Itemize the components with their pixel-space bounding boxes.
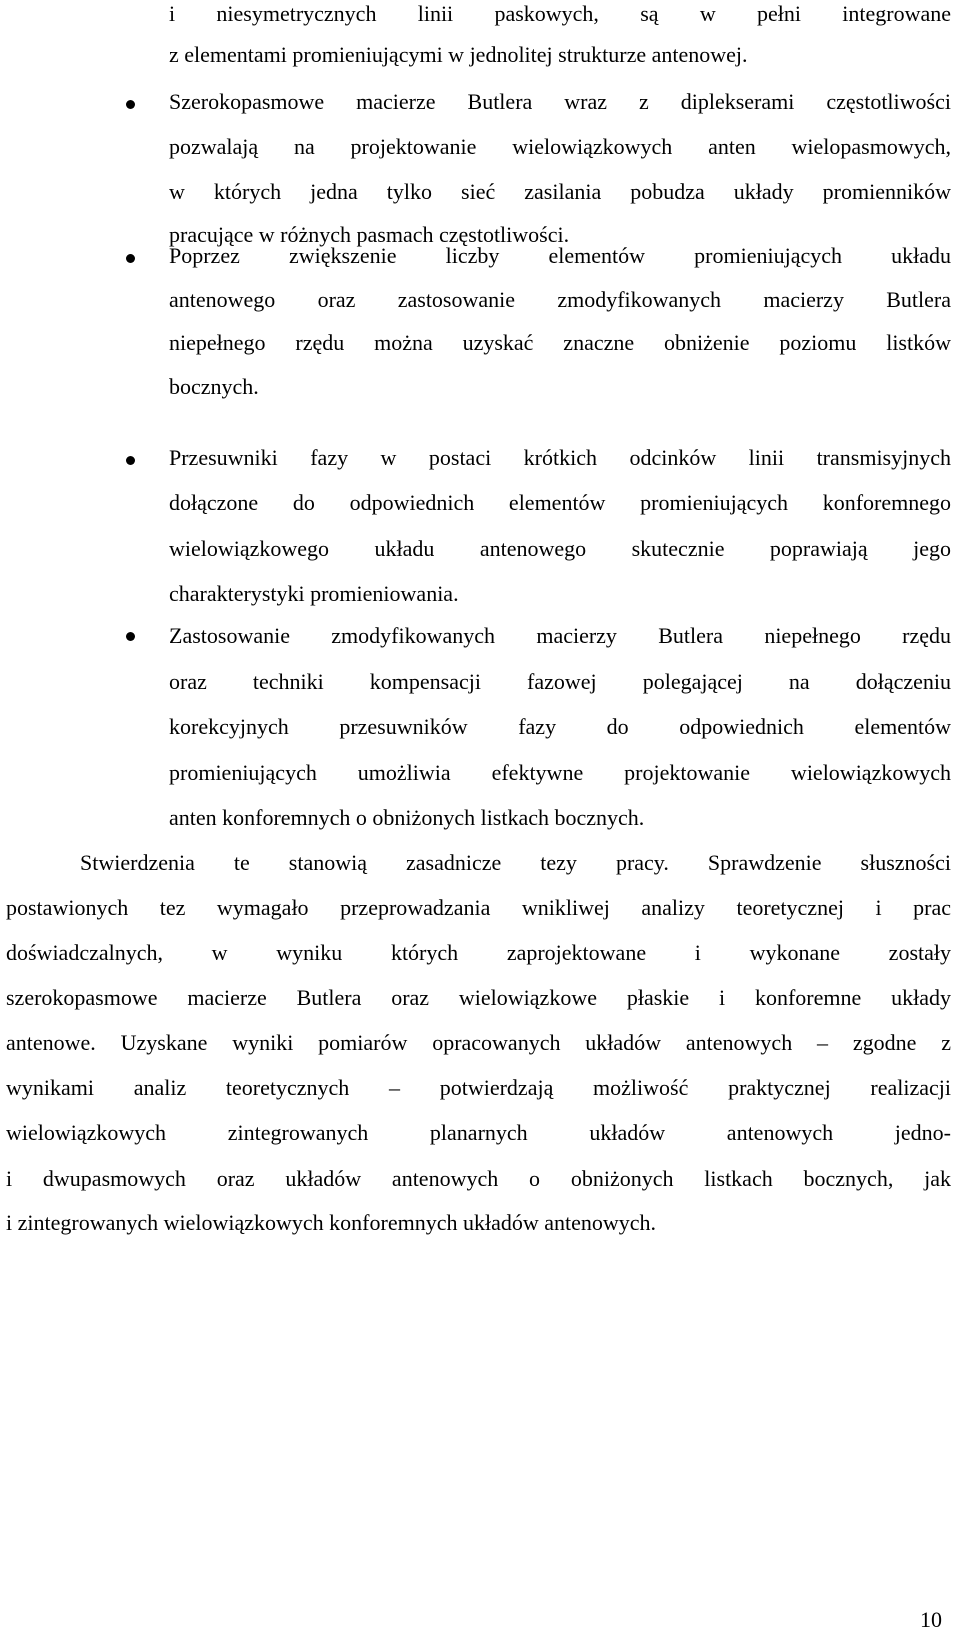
text-line: promieniujących umożliwia efektywne projektowanie wielowiązkowych: [169, 760, 951, 785]
text-line: dołączone do odpowiednich elementów promieniujących konforemnego: [169, 490, 951, 515]
text-line: pozwalają na projektowanie wielowiązkowych anten wielopasmowych,: [169, 134, 951, 159]
bullet-icon: [126, 100, 135, 109]
text-line: bocznych.: [169, 374, 259, 399]
text-line: Przesuwniki fazy w postaci krótkich odcinków linii transmisyjnych: [169, 445, 951, 470]
text-line: antenowe. Uzyskane wyniki pomiarów opracowanych układów antenowych – zgodne z: [6, 1030, 951, 1055]
text-line: antenowego oraz zastosowanie zmodyfikowanych macierzy Butlera: [169, 287, 951, 312]
text-line: Stwierdzenia te stanowią zasadnicze tezy pracy. Sprawdzenie słuszności: [80, 850, 951, 875]
text-line: wynikami analiz teoretycznych – potwierdzają możliwość praktycznej realizacji: [6, 1075, 951, 1100]
text-line: Szerokopasmowe macierze Butlera wraz z diplekserami częstotliwości: [169, 89, 951, 114]
text-line: postawionych tez wymagało przeprowadzania wnikliwej analizy teoretycznej i prac: [6, 895, 951, 920]
bullet-icon: [126, 254, 135, 263]
page-number: 10: [920, 1607, 942, 1632]
text-line: i zintegrowanych wielowiązkowych konforemnych układów antenowych.: [6, 1210, 657, 1235]
text-line: doświadczalnych, w wyniku których zaprojektowane i wykonane zostały: [6, 940, 951, 965]
text-line: niepełnego rzędu można uzyskać znaczne obniżenie poziomu listków: [169, 330, 951, 355]
text-line: i dwupasmowych oraz układów antenowych o obniżonych listkach bocznych, jak: [6, 1166, 951, 1191]
text-line: charakterystyki promieniowania.: [169, 581, 459, 606]
text-line: wielowiązkowego układu antenowego skutecznie poprawiają jego: [169, 536, 951, 561]
text-line: Poprzez zwiększenie liczby elementów promieniujących układu: [169, 243, 951, 268]
text-line: w których jedna tylko sieć zasilania pobudza układy promienników: [169, 179, 951, 204]
text-line: korekcyjnych przesuwników fazy do odpowiednich elementów: [169, 714, 951, 739]
bullet-icon: [126, 456, 135, 465]
text-line: z elementami promieniującymi w jednolitej strukturze antenowej.: [169, 42, 748, 67]
text-line: wielowiązkowych zintegrowanych planarnych układów antenowych jedno-: [6, 1120, 951, 1145]
text-line: i niesymetrycznych linii paskowych, są w pełni integrowane: [169, 1, 951, 26]
text-line: pracujące w różnych pasmach częstotliwości.: [169, 222, 570, 247]
text-line: Zastosowanie zmodyfikowanych macierzy Butlera niepełnego rzędu: [169, 623, 951, 648]
bullet-icon: [126, 632, 135, 641]
text-line: anten konforemnych o obniżonych listkach bocznych.: [169, 805, 645, 830]
text-line: szerokopasmowe macierze Butlera oraz wielowiązkowe płaskie i konforemne układy: [6, 985, 951, 1010]
text-line: oraz techniki kompensacji fazowej polegającej na dołączeniu: [169, 669, 951, 694]
